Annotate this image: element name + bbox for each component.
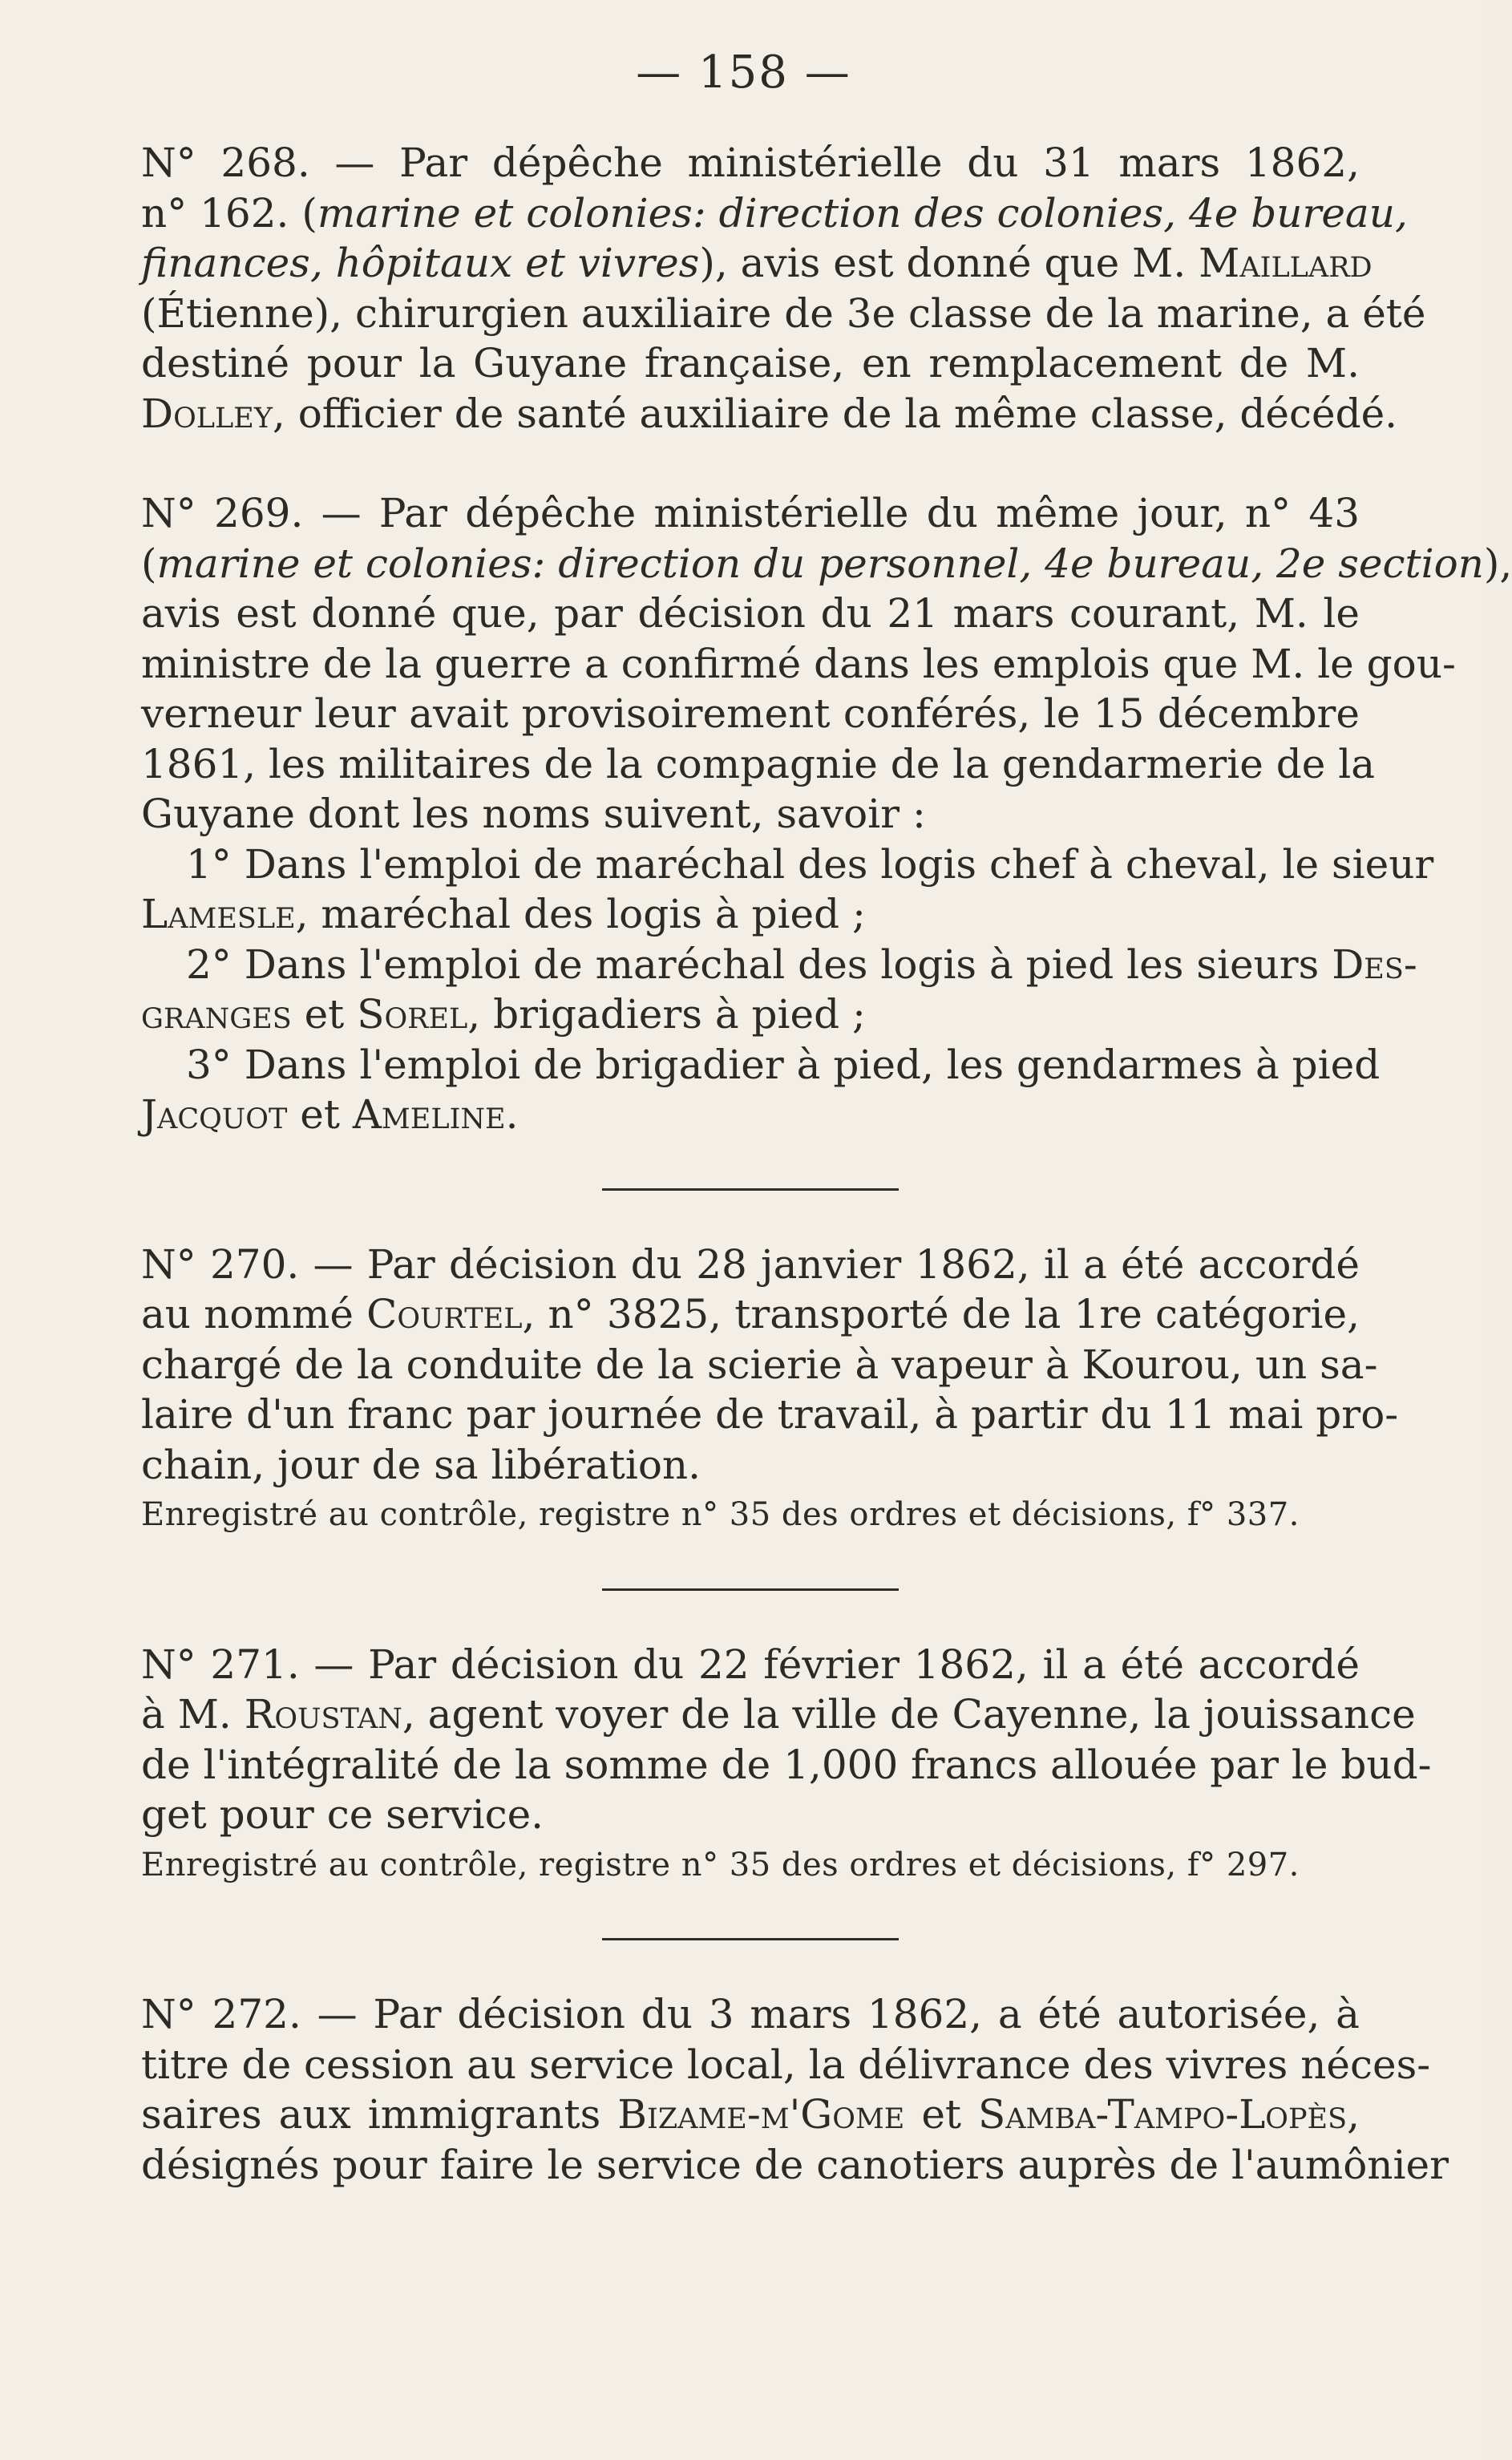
text-run: et	[287, 1091, 353, 1138]
text-run: , maréchal des logis à pied ;	[295, 891, 866, 937]
separator-rule	[141, 1540, 1360, 1640]
separator-rule	[141, 1140, 1360, 1240]
text-run: , brigadiers à pied ;	[467, 991, 866, 1038]
text-run: désignés pour faire le service de canotiers auprès de l'aumônier	[141, 2141, 1449, 2188]
text-run: marine et colonies: direction des colonies, 4e bureau,	[317, 189, 1408, 237]
text-line	[141, 1790, 1360, 1840]
text-line	[141, 488, 1360, 539]
text-run: n° 162. (	[141, 189, 317, 237]
text-run: titre de cession au service local, la délivrance des vivres néces-	[141, 2041, 1431, 2088]
text-run: 1° Dans l'emploi de maréchal des logis chef à cheval, le sieur	[186, 840, 1434, 888]
text-run: verneur leur avait provisoirement conférés, le 15 décembre	[141, 690, 1360, 737]
separator-rule	[141, 1890, 1360, 1989]
text-run: , officier de santé auxiliaire de la même classe, décédé.	[272, 390, 1398, 437]
text-line	[141, 689, 1360, 739]
text-run: finances, hôpitaux et vivres	[141, 240, 700, 286]
text-line	[141, 2090, 1360, 2140]
decision-entry-269	[141, 488, 1512, 1140]
text-line	[141, 1040, 1381, 1090]
text-run: ministre de la guerre a confirmé dans les emplois que M. le gou-	[141, 640, 1456, 687]
text-run: , agent voyer de la ville de Cayenne, la jouissance	[402, 1691, 1416, 1738]
text-run: get pour ce service.	[141, 1791, 544, 1838]
text-line	[141, 1989, 1360, 2040]
text-run: .	[505, 1091, 519, 1138]
text-line	[141, 1689, 1416, 1740]
text-line	[141, 1440, 1360, 1491]
registration-note: Enregistré au contrôle, registre n° 35 des ordres et décisions, f° 337.	[141, 1496, 1300, 1533]
text-run: N° 268. — Par dépêche ministérielle du 31 mars 1862,	[141, 140, 1360, 186]
text-line	[141, 989, 1360, 1040]
text-run: granges	[141, 991, 292, 1038]
text-run: Maillard	[1199, 240, 1373, 286]
text-run: N° 269. — Par dépêche ministérielle du même jour, n° 43	[141, 490, 1360, 536]
text-run: Des-	[1332, 941, 1417, 988]
text-run: à M.	[141, 1691, 245, 1738]
text-run: avis est donné que, par décision du 21 mars courant, M. le	[141, 590, 1360, 637]
text-line	[141, 289, 1426, 339]
text-run: ,	[1347, 2091, 1360, 2138]
text-run: Dolley	[141, 390, 273, 437]
text-run: Ameline	[352, 1091, 506, 1138]
text-line	[141, 889, 1360, 940]
decision-entry-268	[141, 138, 1426, 439]
text-run: laire d'un franc par journée de travail, à partir du 11 mai pro-	[141, 1391, 1399, 1438]
page-number: — 158 —	[636, 47, 851, 99]
text-run: 2° Dans l'emploi de maréchal des logis à pied les sieurs	[186, 941, 1332, 988]
text-run: Jacquot	[141, 1091, 288, 1138]
text-run: destiné pour la Guyane française, en remplacement de M.	[141, 340, 1360, 386]
text-run: Bizame-m'Gome	[617, 2091, 905, 2138]
text-run: Lamesle	[141, 891, 296, 937]
decision-entry-271	[141, 1640, 1432, 1891]
horizontal-rule	[602, 1188, 899, 1191]
text-line	[141, 1640, 1360, 1690]
text-line	[141, 389, 1398, 439]
text-line	[141, 940, 1417, 990]
text-line	[141, 840, 1434, 890]
text-run: chargé de la conduite de la scierie à vapeur à Kourou, un sa-	[141, 1341, 1378, 1388]
text-run: Guyane dont les noms suivent, savoir :	[141, 791, 926, 837]
text-run: (Étienne), chirurgien auxiliaire de 3e classe de la marine, a été	[141, 289, 1426, 337]
text-run: N° 271. — Par décision du 22 février 1862, il a été accordé	[141, 1641, 1360, 1688]
text-run: saires aux immigrants	[141, 2091, 618, 2138]
text-run: et	[291, 991, 358, 1038]
text-run: 3° Dans l'emploi de brigadier à pied, les gendarmes à pied	[186, 1041, 1381, 1088]
text-line	[141, 789, 1360, 840]
text-line	[141, 2040, 1431, 2090]
horizontal-rule	[602, 1588, 899, 1591]
text-run: 1861, les militaires de la compagnie de la gendarmerie de la	[141, 740, 1376, 787]
text-line	[141, 1340, 1378, 1390]
text-line	[141, 188, 1408, 239]
text-line	[141, 589, 1360, 639]
horizontal-rule	[602, 1938, 899, 1940]
text-run: chain, jour de sa libération.	[141, 1441, 701, 1488]
text-line	[141, 1740, 1432, 1790]
text-line	[141, 639, 1456, 690]
decision-entry-272	[141, 1989, 1449, 2190]
text-run: N° 270. — Par décision du 28 janvier 1862, il a été accordé	[141, 1240, 1360, 1288]
text-run: au nommé	[141, 1291, 367, 1337]
text-run: Sorel	[357, 991, 468, 1038]
text-run: N° 272. — Par décision du 3 mars 1862, a été autorisée, à	[141, 1991, 1360, 2037]
text-run: ), avis est donné que M.	[699, 240, 1199, 286]
text-line	[141, 2140, 1449, 2191]
registration-note: Enregistré au contrôle, registre n° 35 des ordres et décisions, f° 297.	[141, 1846, 1300, 1883]
text-block	[141, 138, 1512, 2190]
text-run: marine et colonies: direction du personnel, 4e bureau, 2e section	[156, 540, 1484, 587]
text-line	[141, 338, 1360, 389]
text-run: , n° 3825, transporté de la 1re catégorie,	[522, 1291, 1360, 1337]
text-line	[141, 238, 1373, 289]
text-run: Courtel	[366, 1291, 523, 1337]
text-line	[141, 1289, 1360, 1340]
text-line	[141, 1240, 1360, 1290]
text-run: de l'intégralité de la somme de 1,000 francs allouée par le bud-	[141, 1741, 1432, 1788]
text-run: ),	[1483, 540, 1512, 587]
text-run: et	[904, 2091, 979, 2138]
paragraph-gap	[141, 439, 1360, 488]
text-line	[141, 539, 1512, 589]
text-run: (	[141, 540, 157, 587]
text-line	[141, 739, 1376, 790]
text-line	[141, 138, 1360, 188]
text-run: Roustan	[244, 1691, 402, 1738]
text-line	[141, 1090, 1360, 1140]
text-line	[141, 1390, 1399, 1440]
text-run: Samba-Tampo-Lopès	[978, 2091, 1348, 2138]
decision-entry-270	[141, 1240, 1399, 1540]
